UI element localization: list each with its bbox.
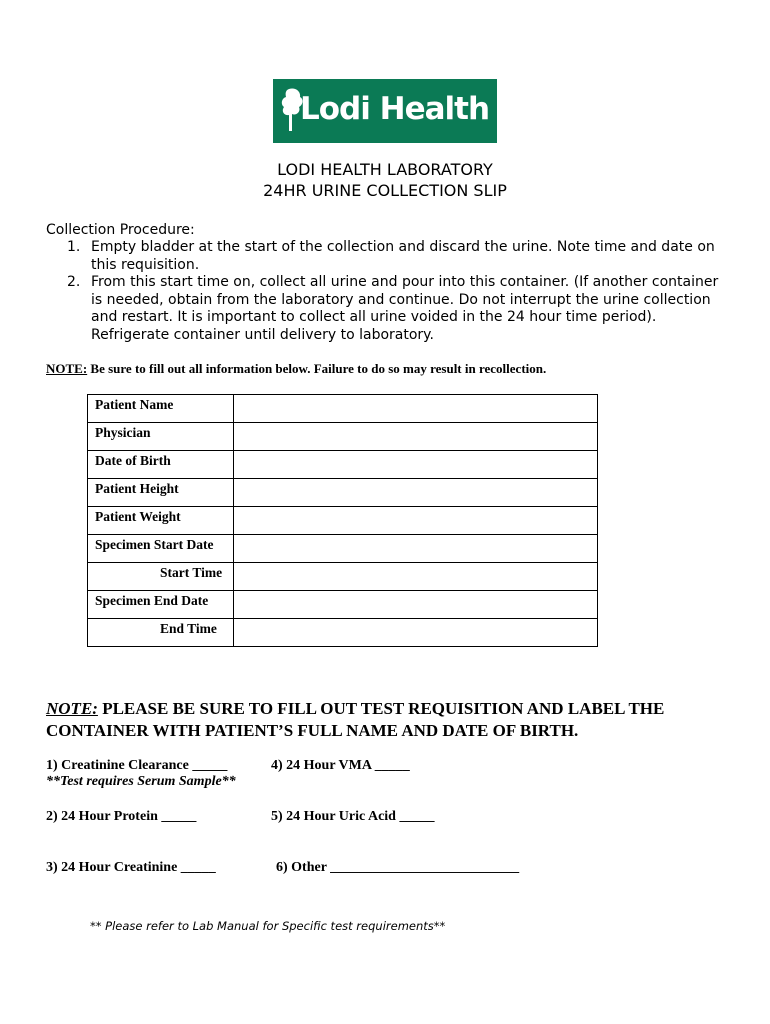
fill-info-note	[46, 361, 546, 377]
test-24hr-vma[interactable]: 4) 24 Hour VMA _____	[271, 758, 410, 773]
test-24hr-uric-acid[interactable]: 5) 24 Hour Uric Acid _____	[271, 809, 435, 824]
date-of-birth-input[interactable]	[234, 451, 598, 479]
procedure-heading: Collection Procedure:	[46, 222, 195, 238]
serum-sample-note: **Test requires Serum Sample**	[46, 774, 236, 789]
test-24hr-creatinine[interactable]: 3) 24 Hour Creatinine _____	[46, 860, 216, 875]
step-number: 2.	[67, 274, 81, 290]
page-subtitle: 24HR URINE COLLECTION SLIP	[263, 181, 507, 200]
specimen-start-date-input[interactable]	[234, 535, 598, 563]
requisition-note	[46, 698, 736, 742]
lodi-health-logo	[273, 79, 497, 143]
note-keyword: NOTE:	[46, 699, 98, 718]
end-time-input[interactable]	[234, 619, 598, 647]
logo-text: Lodi Health	[300, 91, 490, 127]
field-label: Patient Height	[88, 479, 234, 507]
patient-weight-input[interactable]	[234, 507, 598, 535]
field-label: Physician	[88, 423, 234, 451]
note-keyword: NOTE:	[46, 361, 88, 376]
test-24hr-protein[interactable]: 2) 24 Hour Protein _____	[46, 809, 197, 824]
lab-manual-footer: ** Please refer to Lab Manual for Specific test requirements**	[90, 919, 446, 933]
patient-height-input[interactable]	[234, 479, 598, 507]
page-title: LODI HEALTH LABORATORY	[277, 160, 493, 179]
step-text: Empty bladder at the start of the collection and discard the urine. Note time and date on this requisition.	[91, 239, 715, 273]
table-row	[88, 535, 598, 563]
table-row	[88, 591, 598, 619]
table-row	[88, 395, 598, 423]
start-time-input[interactable]	[234, 563, 598, 591]
note-text: Be sure to fill out all information below. Failure to do so may result in recollection.	[87, 361, 547, 376]
test-other[interactable]: 6) Other ___________________________	[276, 860, 520, 875]
procedure-step	[64, 274, 724, 344]
table-row	[88, 423, 598, 451]
step-number: 1.	[67, 239, 81, 255]
field-label: Date of Birth	[88, 451, 234, 479]
patient-name-input[interactable]	[234, 395, 598, 423]
table-row	[88, 451, 598, 479]
field-label: Patient Weight	[88, 507, 234, 535]
table-row	[88, 619, 598, 647]
step-text: From this start time on, collect all urine and pour into this container. (If another container is needed, obtain from the laboratory and continue. Do not interrupt the urine collection and restart. It is important to collect all urine voided in the 24 hour time period). Refrigerate container until delivery to laboratory.	[91, 274, 719, 343]
specimen-end-date-input[interactable]	[234, 591, 598, 619]
test-creatinine-clearance[interactable]: 1) Creatinine Clearance _____	[46, 758, 228, 773]
table-row	[88, 479, 598, 507]
field-label: Patient Name	[88, 395, 234, 423]
field-label: Specimen End Date	[88, 591, 234, 619]
note-text: PLEASE BE SURE TO FILL OUT TEST REQUISITION AND LABEL THE CONTAINER WITH PATIENT’S FULL NAME AND DATE OF BIRTH.	[46, 699, 665, 740]
physician-input[interactable]	[234, 423, 598, 451]
field-label: Specimen Start Date	[88, 535, 234, 563]
table-row	[88, 507, 598, 535]
table-row	[88, 563, 598, 591]
field-label: End Time	[88, 619, 234, 647]
procedure-step	[64, 239, 724, 274]
procedure-steps	[64, 239, 724, 344]
patient-info-table	[87, 394, 598, 647]
field-label: Start Time	[88, 563, 234, 591]
